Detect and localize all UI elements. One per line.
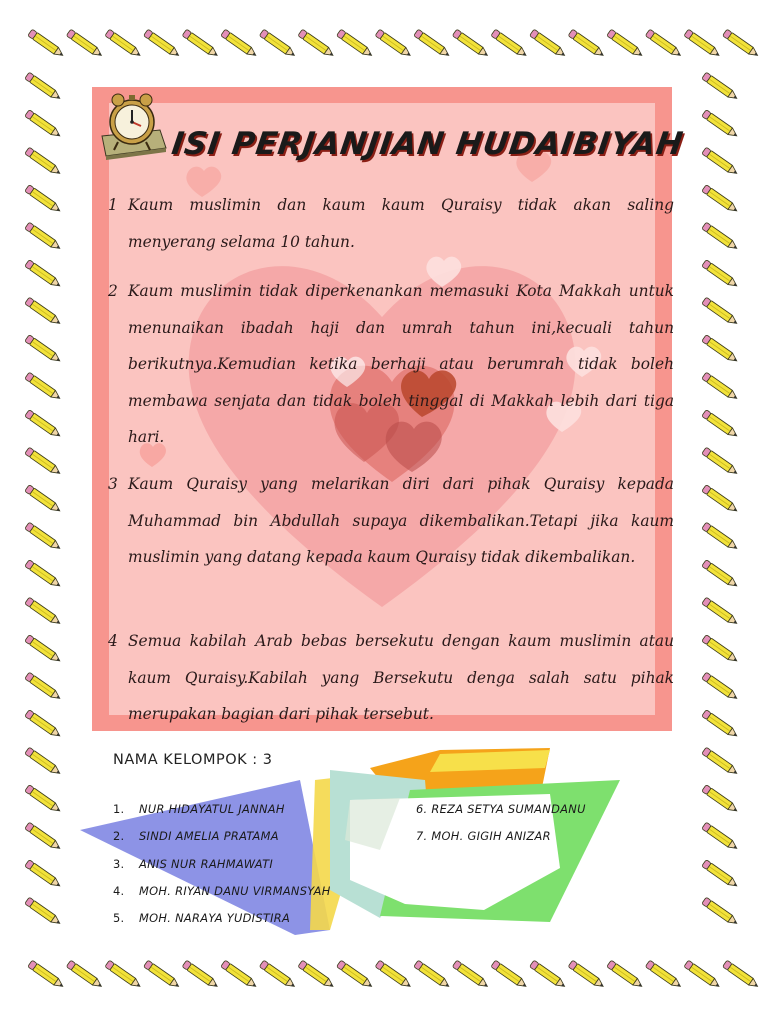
pencil-icon xyxy=(25,635,62,664)
pencil-icon xyxy=(702,710,739,739)
item-text: Kaum muslimin tidak diperkenankan memasuki Kota Makkah untuk menunaikan ibadah haji dan umrah tahun ini,kecuali tahun berikutnya.Kemudian ketika berhaji atau berumrah tidak boleh membawa senjata dan tidak boleh tinggal di Makkah lebih dari tiga hari. xyxy=(128,282,674,446)
alarm-clock-icon xyxy=(94,86,170,162)
page-title: ISI PERJANJIAN HUDAIBIYAH xyxy=(169,126,686,162)
pencil-icon xyxy=(414,960,451,989)
member-item xyxy=(113,802,285,816)
pencil-icon xyxy=(568,29,605,58)
pencil-icon xyxy=(529,29,566,58)
pencil-icon xyxy=(336,960,373,989)
pencil-icon xyxy=(702,560,739,589)
pencil-icon xyxy=(568,960,605,989)
pencil-icon xyxy=(702,747,739,776)
pencil-icon xyxy=(702,410,739,439)
pencil-icon xyxy=(66,960,103,989)
pencil-icon xyxy=(105,960,142,989)
pencil-icon xyxy=(607,29,644,58)
pencil-icon xyxy=(105,29,142,58)
pencil-icon xyxy=(25,747,62,776)
pencil-icon xyxy=(491,29,528,58)
pencil-icon xyxy=(143,960,180,989)
pencil-icon xyxy=(182,960,219,989)
pencil-icon xyxy=(259,29,296,58)
member-name: MOH. NARAYA YUDISTIRA xyxy=(139,911,291,925)
pencil-icon xyxy=(143,29,180,58)
member-name: NUR HIDAYATUL JANNAH xyxy=(139,802,285,816)
agreement-item-4 xyxy=(108,623,674,733)
item-text: Kaum muslimin dan kaum kaum Quraisy tidak akan saling menyerang selama 10 tahun. xyxy=(128,196,674,251)
item-text: Kaum Quraisy yang melarikan diri dari pihak Quraisy kepada Muhammad bin Abdullah supaya dikembalikan.Tetapi jika kaum muslimin yang datang kepada kaum Quraisy tidak dikembalikan. xyxy=(128,475,674,566)
item-text: Semua kabilah Arab bebas bersekutu dengan kaum muslimin atau kaum Quraisy.Kabilah yang Bersekutu denga salah satu pihak merupakan bagian dari pihak tersebut. xyxy=(128,632,674,723)
pencil-icon xyxy=(722,960,759,989)
pencil-icon xyxy=(25,672,62,701)
pencil-icon xyxy=(684,960,721,989)
pencil-icon xyxy=(25,222,62,251)
pencil-icon xyxy=(25,185,62,214)
pencil-icon xyxy=(66,29,103,58)
pencil-icon xyxy=(25,860,62,889)
pencil-icon xyxy=(25,785,62,814)
pencil-icon xyxy=(702,522,739,551)
item-number: 2 xyxy=(108,282,118,300)
pencil-icon xyxy=(702,672,739,701)
pencil-icon xyxy=(375,960,412,989)
pencil-icon xyxy=(25,447,62,476)
member-name: SINDI AMELIA PRATAMA xyxy=(139,829,279,843)
pencil-icon xyxy=(702,785,739,814)
pencil-icon xyxy=(645,29,682,58)
member-item: 6. REZA SETYA SUMANDANU xyxy=(416,802,586,816)
member-item: 7. MOH. GIGIH ANIZAR xyxy=(416,829,551,843)
pencil-icon xyxy=(702,185,739,214)
pencil-icon xyxy=(702,822,739,851)
pencil-icon xyxy=(25,897,62,926)
member-item xyxy=(113,857,273,871)
pencil-icon xyxy=(375,29,412,58)
member-number: 4. xyxy=(113,884,125,898)
pencil-icon xyxy=(25,372,62,401)
member-name: MOH. RIYAN DANU VIRMANSYAH xyxy=(139,884,331,898)
item-number: 4 xyxy=(108,632,118,650)
pencil-icon xyxy=(25,297,62,326)
pencil-icon xyxy=(221,29,258,58)
pencil-icon xyxy=(25,822,62,851)
pencil-icon xyxy=(28,960,65,989)
pencil-icon xyxy=(25,72,62,101)
pencil-icon xyxy=(28,29,65,58)
pencil-icon xyxy=(25,485,62,514)
pencil-icon xyxy=(221,960,258,989)
pencil-icon xyxy=(702,72,739,101)
item-number: 3 xyxy=(108,475,118,493)
pencil-icon xyxy=(25,560,62,589)
pencil-icon xyxy=(298,29,335,58)
pencil-icon xyxy=(702,372,739,401)
pencil-icon xyxy=(25,260,62,289)
agreement-item-1 xyxy=(108,187,674,260)
member-number: 5. xyxy=(113,911,125,925)
pencil-icon xyxy=(702,297,739,326)
item-number: 1 xyxy=(108,196,118,214)
pencil-icon xyxy=(452,960,489,989)
pencil-icon xyxy=(702,222,739,251)
pencil-icon xyxy=(529,960,566,989)
member-name: ANIS NUR RAHMAWATI xyxy=(139,857,273,871)
agreement-item-2 xyxy=(108,273,674,456)
pencil-icon xyxy=(702,335,739,364)
member-number: 3. xyxy=(113,857,125,871)
pencil-icon xyxy=(25,410,62,439)
member-item xyxy=(113,829,279,843)
member-number: 1. xyxy=(113,802,125,816)
pencil-icon xyxy=(25,335,62,364)
member-item xyxy=(113,911,290,925)
pencil-icon xyxy=(336,29,373,58)
member-item xyxy=(113,884,331,898)
pencil-icon xyxy=(25,147,62,176)
pencil-icon xyxy=(25,522,62,551)
pencil-icon xyxy=(702,147,739,176)
pencil-icon xyxy=(298,960,335,989)
pencil-icon xyxy=(607,960,644,989)
pencil-icon xyxy=(182,29,219,58)
pencil-icon xyxy=(25,597,62,626)
pencil-icon xyxy=(645,960,682,989)
pencil-icon xyxy=(702,635,739,664)
pencil-icon xyxy=(25,110,62,139)
pencil-icon xyxy=(702,110,739,139)
pencil-icon xyxy=(702,447,739,476)
pencil-icon xyxy=(702,860,739,889)
group-title: NAMA KELOMPOK : 3 xyxy=(113,752,273,768)
pencil-icon xyxy=(684,29,721,58)
member-number: 2. xyxy=(113,829,125,843)
pencil-icon xyxy=(259,960,296,989)
pencil-icon xyxy=(702,260,739,289)
pencil-icon xyxy=(702,597,739,626)
pencil-icon xyxy=(491,960,528,989)
pencil-icon xyxy=(702,485,739,514)
agreement-item-3 xyxy=(108,466,674,576)
pencil-icon xyxy=(452,29,489,58)
pencil-icon xyxy=(722,29,759,58)
pencil-icon xyxy=(414,29,451,58)
pencil-icon xyxy=(702,897,739,926)
pencil-icon xyxy=(25,710,62,739)
